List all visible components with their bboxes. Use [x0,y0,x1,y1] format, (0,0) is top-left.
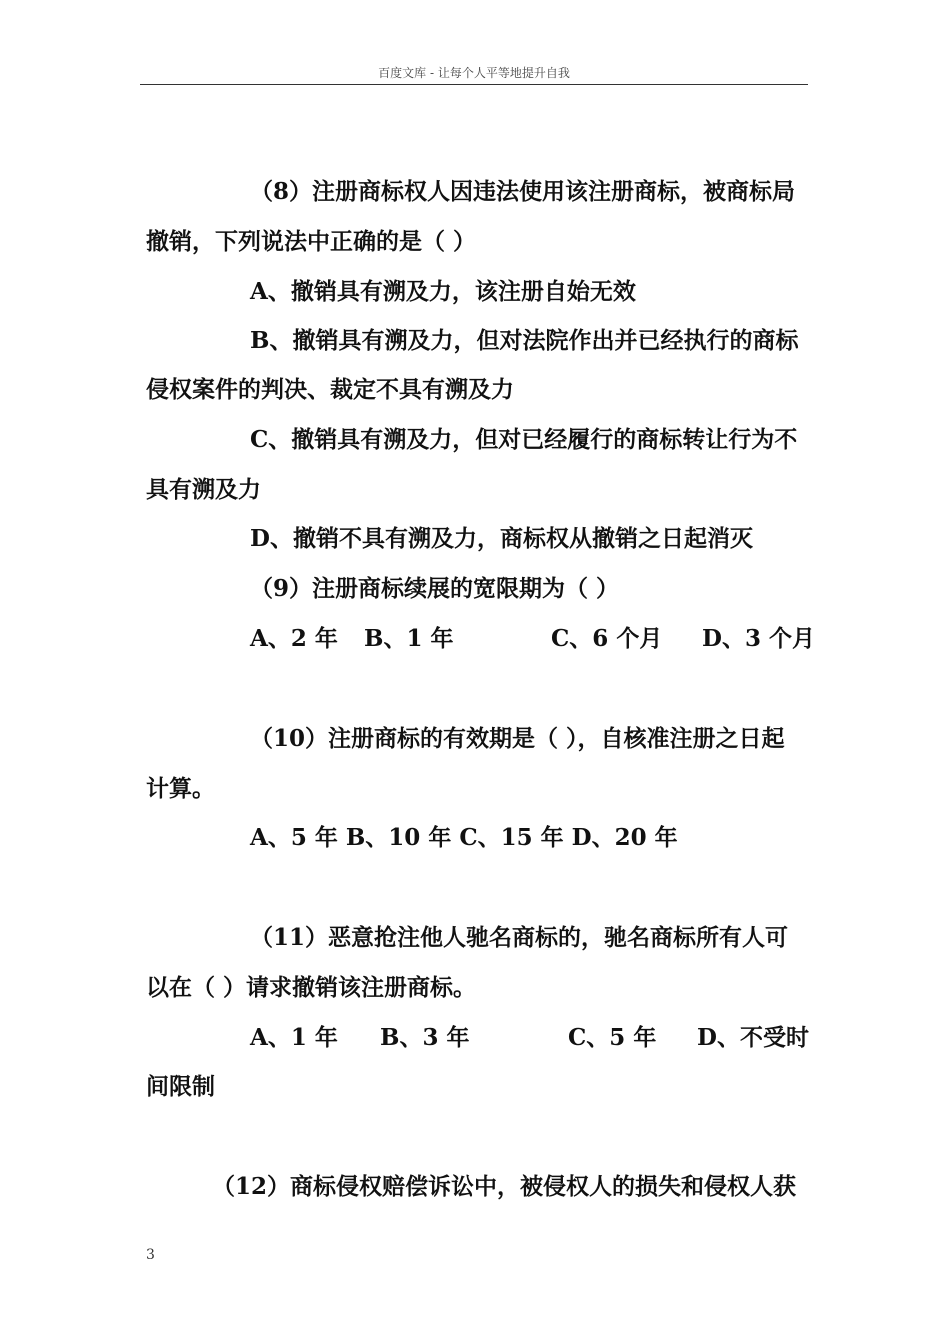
q11-stem-line1: （11）恶意抢注他人驰名商标的，驰名商标所有人可 [250,924,789,951]
q8-option-c-line2: 具有溯及力 [146,476,261,503]
q9-stem: （9）注册商标续展的宽限期为（ ） [250,575,620,602]
q9-option-c: C、6 个月 [551,625,663,652]
q8-stem-line2: 撤销，下列说法中正确的是（ ） [146,228,477,255]
q11-stem-line2: 以在（ ）请求撤销该注册商标。 [146,974,477,1001]
q11-option-d-line1: D、不受时 [697,1024,809,1051]
q9-option-a: A、2 年 [250,625,338,652]
q11-option-d-line2: 间限制 [146,1073,215,1100]
q8-option-b-line2: 侵权案件的判决、裁定不具有溯及力 [146,376,514,403]
q10-stem-line2: 计算。 [146,775,215,802]
q11-option-a: A、1 年 [250,1024,338,1051]
q11-option-b: B、3 年 [380,1024,470,1051]
q10-stem-line1: （10）注册商标的有效期是（ ），自核准注册之日起 [250,725,785,752]
q9-option-b: B、1 年 [364,625,454,652]
q11-option-c: C、5 年 [568,1024,657,1051]
q8-option-a: A、撤销具有溯及力，该注册自始无效 [250,278,636,305]
q8-option-b-line1: B、撤销具有溯及力，但对法院作出并已经执行的商标 [250,327,799,354]
q8-option-d: D、撤销不具有溯及力，商标权从撤销之日起消灭 [250,525,753,552]
q12-stem-line1: （12）商标侵权赔偿诉讼中，被侵权人的损失和侵权人获 [212,1173,797,1200]
q8-stem-line1: （8）注册商标权人因违法使用该注册商标，被商标局 [250,178,796,205]
page-header: 百度文库 - 让每个人平等地提升自我 [140,66,808,85]
q9-option-d: D、3 个月 [702,625,815,652]
page-number: 3 [146,1247,155,1263]
q10-options: A、5 年 B、10 年 C、15 年 D、20 年 [250,824,678,851]
q8-option-c-line1: C、撤销具有溯及力，但对已经履行的商标转让行为不 [250,426,798,453]
